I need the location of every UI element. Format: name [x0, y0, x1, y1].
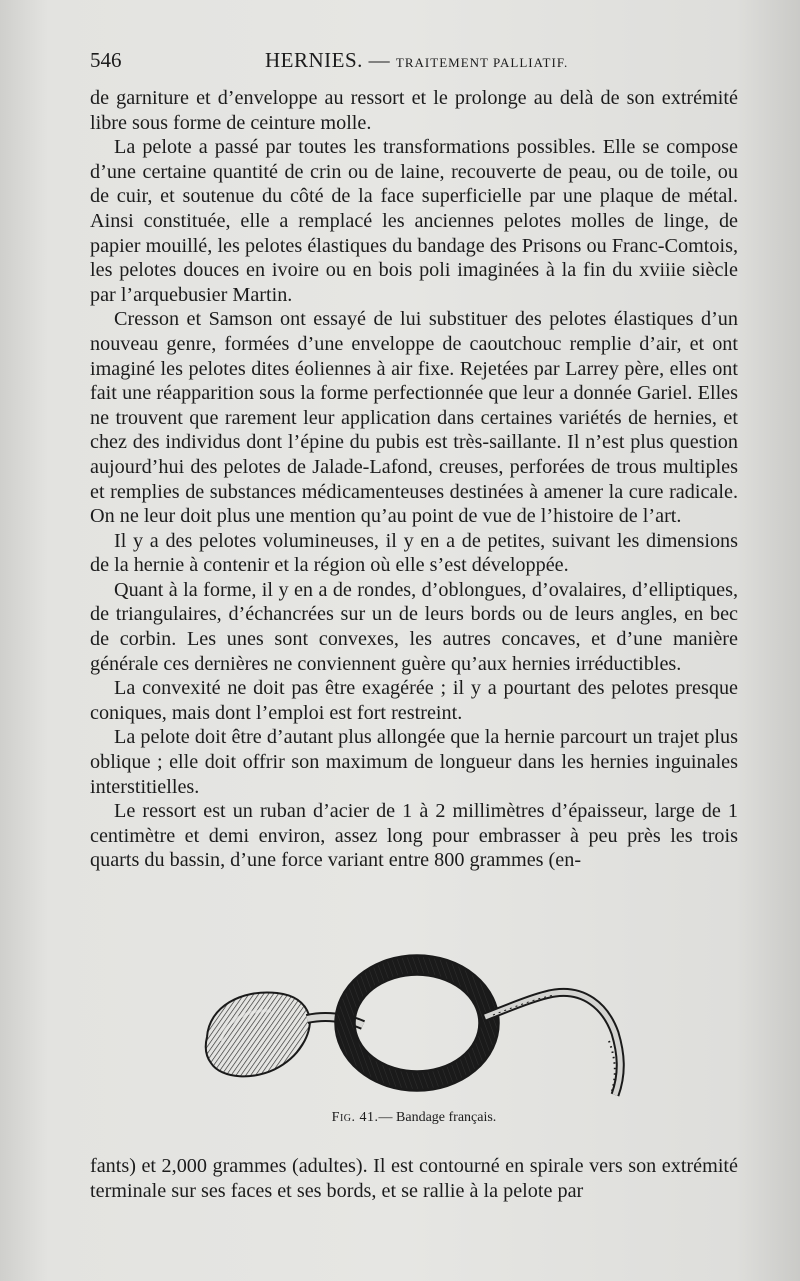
page-number: 546 [90, 48, 122, 72]
figure-caption-dash: — [378, 1110, 393, 1125]
paragraph-pelote: La pelote a passé par toutes les transformations possibles. Elle se compose d’une certaine quantité de crin ou de laine, recouverte de peau, ou de toile, ou de cuir, et soutenue du côté de la face superficielle par une plaque de métal. Ainsi constituée, elle a remplacé les anciennes pelotes molles de linge, de papier mouillé, les pelotes élastiques du bandage des Prisons ou Franc-Comtois, les pelotes douces en ivoire ou en bois poli imaginées à la fin du xviiie siècle par l’arquebusier Martin. [90, 136, 738, 306]
figure-bandage [195, 945, 645, 1115]
paragraph-cresson-samson: Cresson et Samson ont essayé de lui substituer des pelotes élastiques d’un nouveau genre, formées d’une enveloppe de caoutchouc remplie d’air, et ont imaginé les pelotes dites éoliennes à air fixe. Rejetées par Larrey père, elles ont fait une réapparition sous la forme perfectionnée que leur a donnée Gariel. Elles ne trouvent que rarement leur application dans certaines variétés de hernies, et chez des individus dont l’épine du pubis est très-saillante. Il n’est plus question aujourd’hui des pelotes de Jalade-Lafond, creuses, perforées de trous multiples et remplies de substances médicamenteuses destinées à amener la cure radicale. On ne leur doit plus une mention qu’au point de vue de l’histoire de l’art. [90, 308, 738, 528]
figure-caption [90, 1110, 738, 1126]
pad-shape [206, 992, 310, 1076]
bandage-illustration [195, 945, 645, 1115]
body-text-continued [90, 1154, 738, 1204]
paragraph-continuation: fants) et 2,000 grammes (adultes). Il est contourné en spirale vers son extrémité terminale sur ses faces et ses bords, et se rallie à la pelote par [90, 1155, 738, 1202]
paragraph-volume: Il y a des pelotes volumineuses, il y en a de petites, suivant les dimensions de la hernie à contenir et la région où elle s’est développée. [90, 529, 738, 577]
figure-label: Fig. 41. [331, 1110, 379, 1125]
running-head-title: HERNIES. [265, 48, 363, 72]
figure-caption-text: Bandage français. [396, 1110, 497, 1125]
running-head-subtitle: TRAITEMENT PALLIATIF. [395, 55, 569, 70]
running-head-dash: — [368, 48, 391, 72]
paragraph-ressort: Le ressort est un ruban d’acier de 1 à 2 millimètres d’épaisseur, large de 1 centimètre et demi environ, assez long pour embrasser à peu près les trois quarts du bassin, d’une force variant entre 800 grammes (en- [90, 800, 738, 872]
paragraph-allongee: La pelote doit être d’autant plus allongée que la hernie parcourt un trajet plus oblique ; elle doit offrir son maximum de longueur dans les hernies inguinales interstitielles. [90, 726, 738, 798]
page-header [90, 48, 738, 78]
paragraph-convexite: La convexité ne doit pas être exagérée ; il y a pourtant des pelotes presque coniques, mais dont l’emploi est fort restreint. [90, 677, 738, 724]
spring-band [307, 955, 620, 1095]
paragraph-continued: de garniture et d’enveloppe au ressort et le prolonge au delà de son extrémité libre sous forme de ceinture molle. [90, 87, 738, 134]
paragraph-forme: Quant à la forme, il y en a de rondes, d’oblongues, d’ovalaires, d’elliptiques, de triangulaires, d’échancrées sur un de leurs bords ou de leurs angles, en bec de corbin. Les unes sont convexes, les autres concaves, et d’une manière générale ces dernières ne conviennent guère qu’aux hernies irréductibles. [90, 578, 738, 675]
body-text [90, 86, 738, 873]
running-head [265, 48, 568, 73]
